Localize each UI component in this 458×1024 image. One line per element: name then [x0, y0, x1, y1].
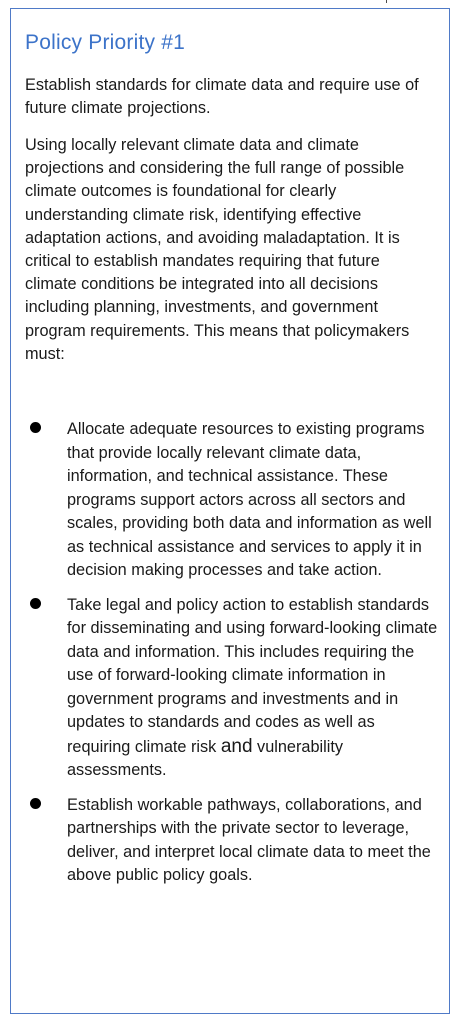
list-item-text-and: and: [220, 735, 253, 757]
list-item-text-start: Take legal and policy action to establish standards for disseminating and using forward-looking climate data and information. This includes requiring the use of forward-looking climate information in government programs and investments and in updates to standards and codes as well as requiring climate risk: [67, 595, 438, 756]
page-edge-mark: [386, 0, 387, 3]
list-item-text-end: vulnerability assessments.: [67, 737, 344, 779]
policy-action-list: [25, 418, 440, 888]
bullet-icon: [30, 598, 41, 609]
bullet-icon: [30, 422, 41, 433]
policy-lead-statement: Establish standards for climate data and require use of future climate projections.: [25, 76, 419, 118]
policy-body-paragraph: Using locally relevant climate data and climate projections and considering the full range of possible climate outcomes is foundational for clearly understanding climate risk, identifying effective adaptation actions, and avoiding maladaptation. It is critical to establish mandates requiring that future climate conditions be integrated into all decisions including planning, investments, and government program requirements. This means that policymakers must:: [25, 136, 410, 363]
list-item: [25, 794, 440, 888]
list-item-text: Establish workable pathways, collaborations, and partnerships with the private sector to leverage, deliver, and interpret local climate data to meet the above public policy goals.: [67, 795, 431, 884]
policy-title: Policy Priority #1: [25, 31, 185, 54]
list-item: [25, 594, 440, 783]
list-item: [25, 418, 440, 583]
list-item-text: Allocate adequate resources to existing programs that provide locally relevant climate data, information, and technical assistance. These programs support actors across all sectors and scales, providing both data and information as well as technical assistance and services to apply it in decision making processes and take action.: [67, 420, 432, 579]
list-item-text: [67, 596, 437, 780]
bullet-icon: [30, 798, 41, 809]
